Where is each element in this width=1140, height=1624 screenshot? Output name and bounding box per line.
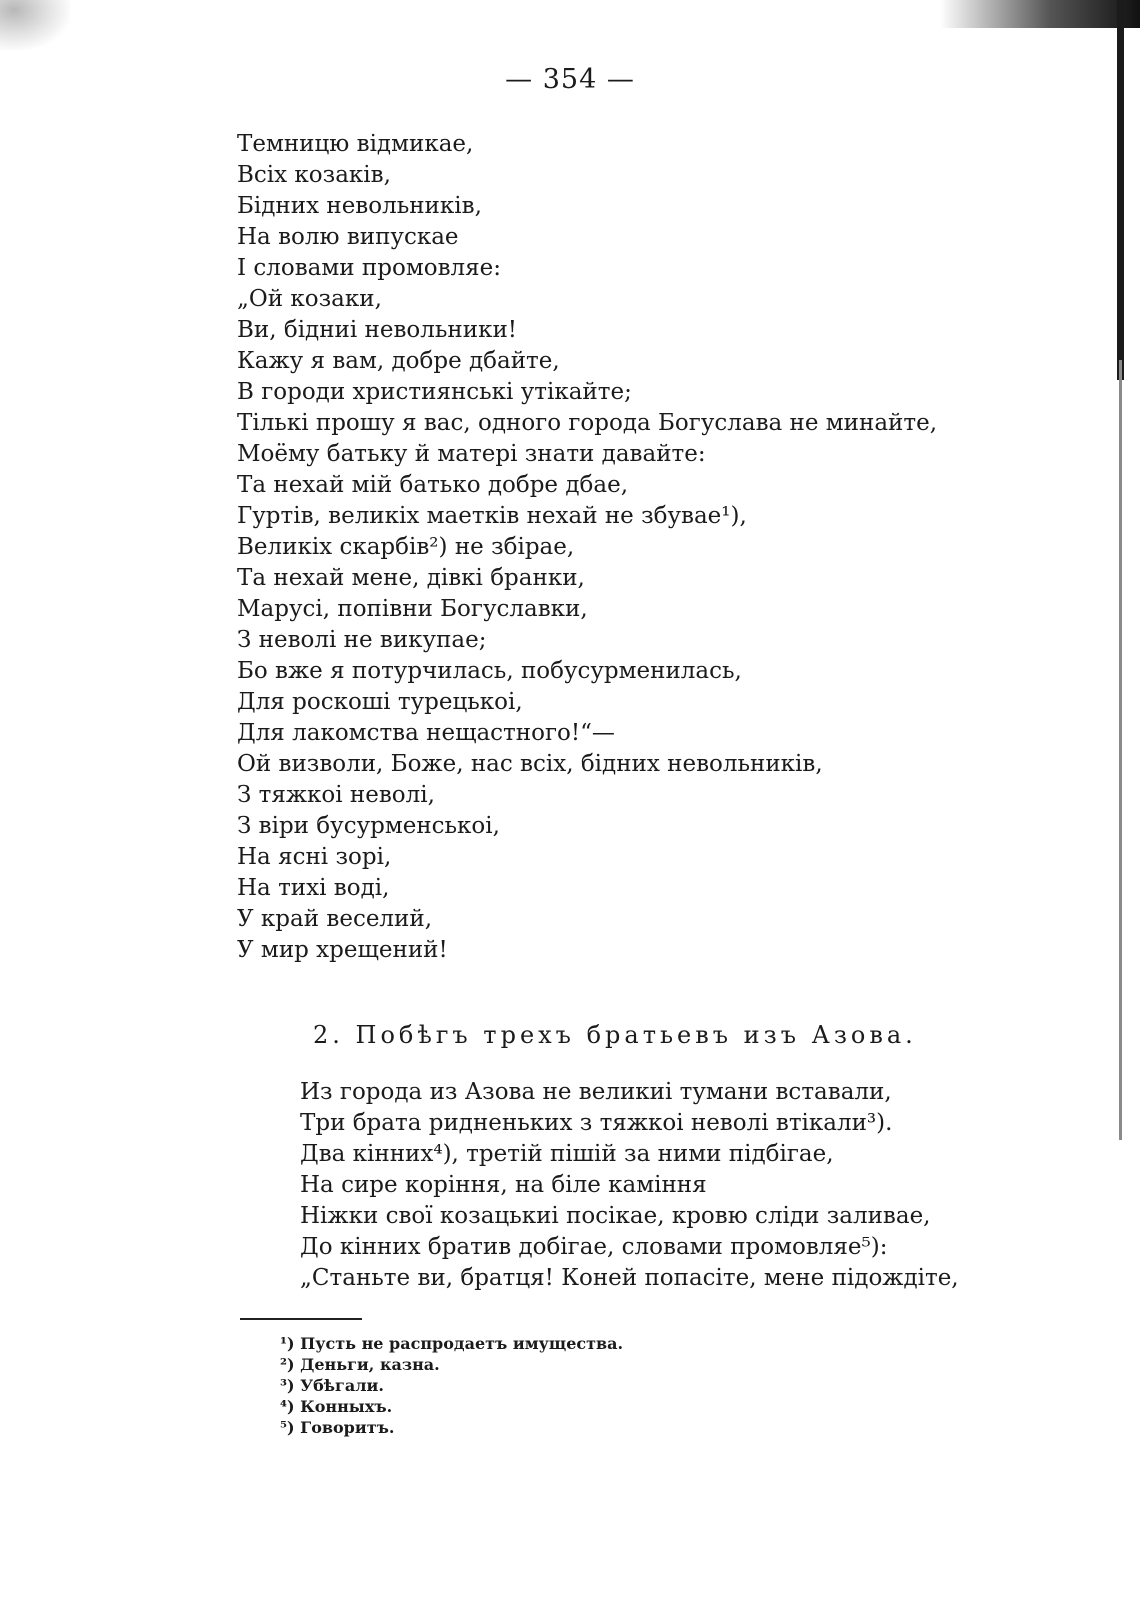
poem-line: З віри бусурменськоі, [237, 813, 500, 839]
footnote: ²) Деньги, казна. [280, 1355, 440, 1374]
poem-line: Моёму батьку й матері знати давайте: [237, 441, 706, 467]
footnote: ³) Убѣгали. [280, 1376, 384, 1395]
poem-line: Та нехай мене, дівкі бранки, [237, 565, 585, 591]
poem-line: Тількі прошу я вас, одного города Богуслава не минайте, [237, 410, 938, 436]
poem-line: „Станьте ви, братця! Коней попасіте, мене підождіте, [300, 1265, 959, 1291]
poem-line: „Ой козаки, [237, 286, 382, 312]
scan-shadow-top-right [940, 0, 1140, 28]
poem-line: На волю випускае [237, 224, 459, 250]
scan-edge-right-faint [1119, 360, 1122, 1140]
poem-line: Ой визволи, Боже, нас всіх, бідних невольників, [237, 751, 823, 777]
scan-shadow-top-left [0, 0, 70, 50]
poem-line: З тяжкоі неволі, [237, 782, 435, 808]
poem-line: Ніжки свої козацькиі посікае, кровю сліди заливае, [300, 1203, 931, 1229]
poem-continuation [237, 129, 937, 966]
poem-line: Гуртів, великіх маетків нехай не збувае¹), [237, 503, 747, 529]
poem-line: Бідних невольників, [237, 193, 482, 219]
footnotes [280, 1333, 623, 1438]
poem-line: Всіх козаків, [237, 162, 391, 188]
poem-line: На ясні зорі, [237, 844, 392, 870]
poem-line: З неволі не викупае; [237, 627, 487, 653]
poem-line: І словами промовляе: [237, 255, 501, 281]
poem-line: Два кінних⁴), третій пішій за ними підбігае, [300, 1141, 834, 1167]
footnote: ⁴) Конныхъ. [280, 1397, 393, 1416]
poem-line: Та нехай мій батько добре дбае, [237, 472, 628, 498]
page-number: — 354 — [505, 64, 635, 95]
poem-line: На тихі воді, [237, 875, 390, 901]
section-heading: 2. Побѣгъ трехъ братьевъ изъ Азова. [313, 1021, 917, 1049]
poem-line: Ви, бідниі невольники! [237, 317, 518, 343]
footnote: ¹) Пусть не распродаетъ имущества. [280, 1334, 624, 1353]
poem-line: Три брата ридненьких з тяжкоі неволі втікали³). [300, 1110, 893, 1136]
poem-line: Кажу я вам, добре дбайте, [237, 348, 560, 374]
poem-line: Марусі, попівни Богуславки, [237, 596, 588, 622]
footnote: ⁵) Говоритъ. [280, 1418, 395, 1437]
scan-edge-right [1117, 0, 1124, 380]
poem-line: До кінних братив добігае, словами промовляе⁵): [300, 1234, 888, 1260]
poem-line: Великіх скарбів²) не збірае, [237, 534, 575, 560]
poem-line: У мир хрещений! [237, 937, 448, 963]
poem-three-brothers [300, 1077, 959, 1294]
poem-line: В городи християнські утікайте; [237, 379, 632, 405]
poem-line: Темницю відмикае, [237, 131, 474, 157]
poem-line: Бо вже я потурчилась, побусурменилась, [237, 658, 742, 684]
poem-line: Для роскоші турецькоі, [237, 689, 523, 715]
footnote-divider [240, 1318, 362, 1320]
poem-line: Из города из Азова не великиі тумани вставали, [300, 1079, 892, 1105]
poem-line: У край веселий, [237, 906, 433, 932]
poem-line: На сире коріння, на біле каміння [300, 1172, 707, 1198]
poem-line: Для лакомства нещастного!“— [237, 720, 615, 746]
